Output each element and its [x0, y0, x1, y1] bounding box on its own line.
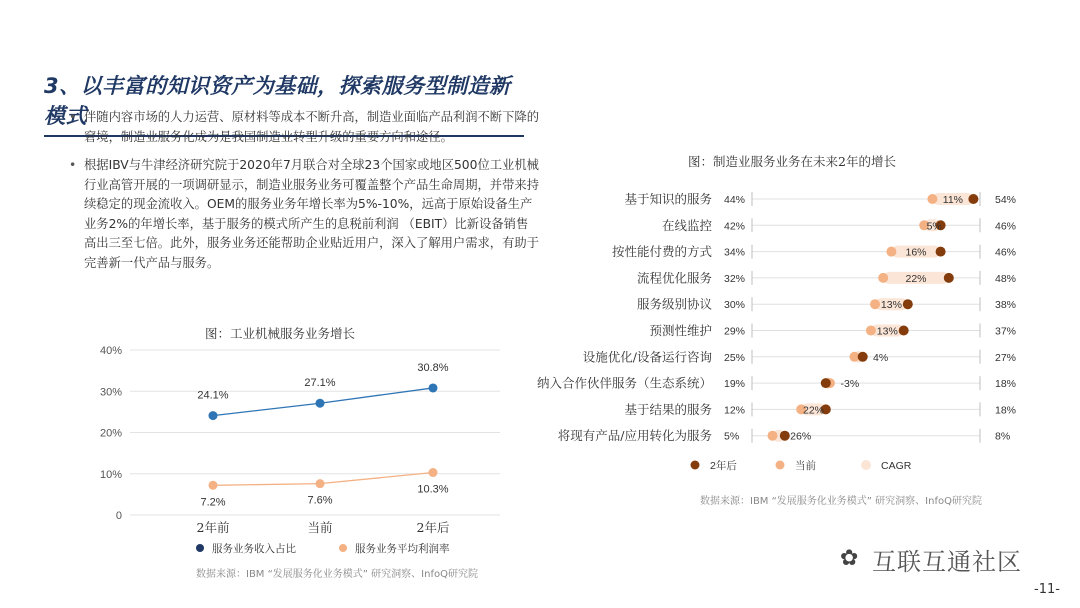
- future-point: [903, 299, 913, 309]
- future-value-label: 27%: [995, 351, 1017, 364]
- category-label: 基于知识的服务: [624, 191, 712, 207]
- y-tick-label: 20%: [99, 427, 122, 440]
- y-tick-label: 40%: [99, 345, 122, 357]
- category-label: 预测性维护: [649, 323, 712, 338]
- left-chart-caption: 图：工业机械服务业务增长: [205, 326, 356, 341]
- future-value-label: 18%: [995, 378, 1017, 391]
- current-value-label: 12%: [724, 404, 746, 417]
- bullet-item: • 伴随内容市场的人力运营、原材料等成本不断升高，制造业面临产品利润不断下降的窘境，制造业服务化成为是我国制造业转型升级的重要方向和途径。: [84, 108, 540, 147]
- future-point: [899, 326, 909, 336]
- future-value-label: 46%: [995, 220, 1017, 233]
- x-tick-label: 2年前: [196, 520, 230, 535]
- category-label: 设施优化/设备运行咨询: [582, 349, 712, 365]
- future-point: [780, 431, 790, 441]
- watermark-text: 互联互通社区: [872, 548, 1022, 576]
- y-tick-label: 30%: [99, 386, 122, 399]
- current-point: [866, 326, 876, 336]
- future-point: [858, 352, 868, 362]
- legend-marker: [776, 461, 785, 470]
- category-label: 流程优化服务: [636, 270, 712, 286]
- data-label: 10.3%: [417, 483, 449, 496]
- legend-label: 服务业务平均利润率: [355, 543, 450, 555]
- page-number: -11-: [1034, 582, 1060, 597]
- category-label: 基于结果的服务: [624, 401, 712, 417]
- future-value-label: 37%: [995, 325, 1017, 338]
- current-value-label: 32%: [724, 272, 746, 285]
- current-value-label: 19%: [724, 378, 746, 391]
- current-value-label: 30%: [724, 299, 746, 312]
- data-label: 30.8%: [417, 361, 449, 374]
- cagr-label: 13%: [880, 299, 902, 312]
- current-value-label: 44%: [724, 194, 746, 206]
- x-tick-label: 当前: [307, 520, 333, 535]
- bullet-item: • 根据IBV与牛津经济研究院于2020年7月联合对全球23个国家或地区500位工业机械行业高管开展的一项调研显示，制造业服务业务可覆盖整个产品生命周期，并带来持续稳定的现金流收入。OEM的服务业务年增长率为5%-10%，远高于原始设备生产业务2%的年增长率，基于服务的模式所产生的息税前利润 （EBIT）比新设备销售高出三至七倍。此外，服务业务还能帮助企业贴近用户，深入了解用户需求，有助于完善新一代产品与服务。: [84, 156, 540, 273]
- current-value-label: 42%: [724, 220, 746, 233]
- cagr-label: 22%: [905, 272, 927, 285]
- future-value-label: 18%: [995, 404, 1017, 417]
- category-label: 在线监控: [661, 217, 712, 233]
- future-value-label: 8%: [995, 430, 1011, 443]
- legend-label: 当前: [795, 460, 816, 472]
- future-value-label: 46%: [995, 246, 1017, 259]
- cagr-label: 5%: [926, 220, 942, 233]
- y-tick-label: 0: [115, 510, 122, 522]
- current-value-label: 5%: [724, 430, 740, 443]
- right-chart-source: 数据来源：IBM “发展服务化业务模式” 研究洞察、InfoQ研究院: [700, 496, 982, 507]
- future-value-label: 48%: [995, 272, 1017, 285]
- current-point: [878, 273, 888, 283]
- current-point: [927, 194, 937, 204]
- data-label: 7.6%: [307, 494, 333, 507]
- current-value-label: 34%: [724, 246, 746, 259]
- current-point: [870, 299, 880, 309]
- cagr-label: -3%: [840, 378, 860, 391]
- cagr-label: 4%: [873, 351, 889, 364]
- page-title: 3、以丰富的知识资产为基础，探索服务型制造新模式: [44, 74, 511, 128]
- future-point: [944, 273, 954, 283]
- x-tick-label: 2年后: [416, 520, 450, 535]
- category-label: 将现有产品/应用转化为服务: [557, 428, 712, 444]
- wechat-icon: ✿: [840, 546, 859, 571]
- cagr-label: 16%: [905, 246, 927, 259]
- legend-label: 服务业务收入占比: [212, 543, 296, 555]
- current-point: [886, 247, 896, 257]
- legend-label: CAGR: [881, 460, 912, 472]
- y-tick-label: 10%: [99, 468, 122, 481]
- future-value-label: 38%: [995, 299, 1017, 312]
- legend-label: 2年后: [710, 460, 737, 472]
- current-value-label: 25%: [724, 351, 746, 364]
- cagr-label: 13%: [876, 325, 898, 338]
- future-point: [968, 194, 978, 204]
- legend-marker: [861, 460, 871, 470]
- data-label: 7.2%: [200, 496, 226, 509]
- data-label: 24.1%: [197, 389, 229, 402]
- cagr-label: 26%: [790, 430, 812, 443]
- category-label: 按性能付费的方式: [611, 244, 712, 260]
- legend-marker: [691, 461, 700, 470]
- current-point: [768, 431, 778, 441]
- right-chart-caption: 图：制造业服务业务在未来2年的增长: [688, 154, 896, 169]
- category-label: 服务级别协议: [636, 296, 712, 312]
- left-chart-source: 数据来源：IBM “发展服务化业务模式” 研究洞察、InfoQ研究院: [196, 569, 478, 580]
- data-label: 27.1%: [304, 377, 336, 390]
- cagr-label: 11%: [942, 194, 964, 206]
- future-value-label: 54%: [995, 194, 1017, 206]
- current-value-label: 29%: [724, 325, 746, 338]
- future-point: [936, 247, 946, 257]
- future-point: [821, 378, 831, 388]
- cagr-label: 22%: [802, 404, 825, 417]
- category-label: 纳入合作伙伴服务（生态系统）: [536, 375, 712, 391]
